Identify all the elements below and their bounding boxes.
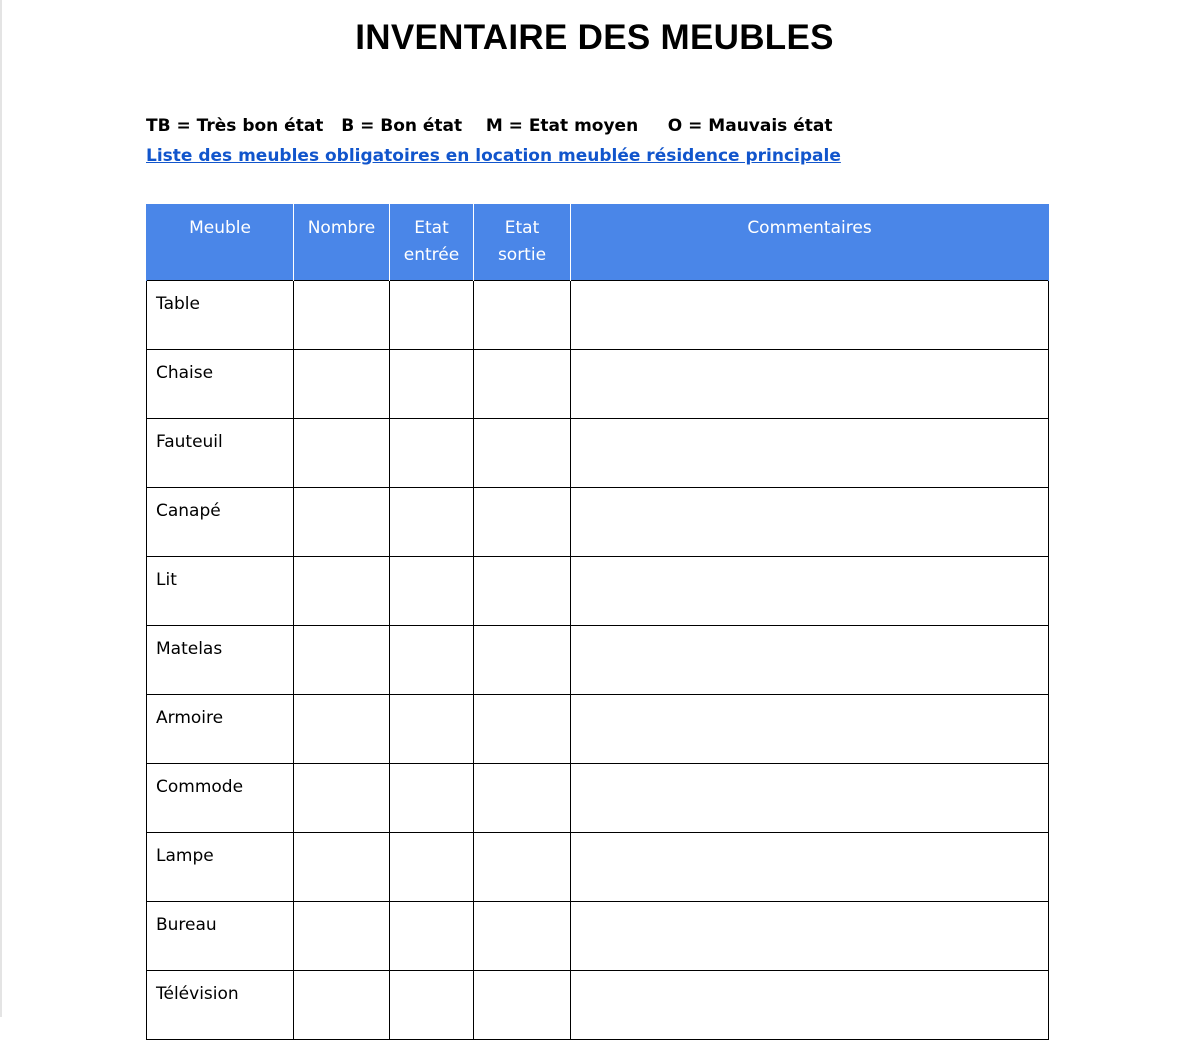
- table-row: [147, 763, 1049, 832]
- table-row: [147, 694, 1049, 763]
- furniture-inventory-table: [146, 204, 1049, 1040]
- etat-sortie-cell[interactable]: [474, 349, 571, 418]
- nombre-cell[interactable]: [294, 763, 390, 832]
- table-row: [147, 556, 1049, 625]
- etat-entree-cell[interactable]: [390, 487, 474, 556]
- furniture-name-cell: Table: [147, 280, 294, 349]
- commentaires-cell[interactable]: [571, 901, 1049, 970]
- etat-sortie-cell[interactable]: [474, 970, 571, 1039]
- column-header-nombre: Nombre: [294, 204, 390, 280]
- page-title: INVENTAIRE DES MEUBLES: [355, 18, 834, 57]
- table-header-row: [147, 204, 1049, 280]
- etat-sortie-cell[interactable]: [474, 280, 571, 349]
- furniture-name-cell: Chaise: [147, 349, 294, 418]
- commentaires-cell[interactable]: [571, 556, 1049, 625]
- etat-entree-cell[interactable]: [390, 763, 474, 832]
- etat-sortie-cell[interactable]: [474, 832, 571, 901]
- nombre-cell[interactable]: [294, 694, 390, 763]
- mandatory-furniture-link[interactable]: Liste des meubles obligatoires en location meublée résidence principale: [146, 146, 841, 166]
- etat-entree-cell[interactable]: [390, 280, 474, 349]
- commentaires-cell[interactable]: [571, 418, 1049, 487]
- table-row: [147, 487, 1049, 556]
- furniture-name-cell: Canapé: [147, 487, 294, 556]
- commentaires-cell[interactable]: [571, 832, 1049, 901]
- table-row: [147, 418, 1049, 487]
- etat-entree-cell[interactable]: [390, 349, 474, 418]
- commentaires-cell[interactable]: [571, 349, 1049, 418]
- commentaires-cell[interactable]: [571, 970, 1049, 1039]
- condition-legend: TB = Très bon état B = Bon état M = Etat moyen O = Mauvais état: [146, 116, 833, 136]
- etat-entree-cell[interactable]: [390, 694, 474, 763]
- table-row: [147, 280, 1049, 349]
- etat-entree-cell[interactable]: [390, 625, 474, 694]
- column-header-etat-sortie: Etat sortie: [474, 204, 571, 280]
- furniture-name-cell: Bureau: [147, 901, 294, 970]
- nombre-cell[interactable]: [294, 280, 390, 349]
- table-row: [147, 970, 1049, 1039]
- furniture-name-cell: Télévision: [147, 970, 294, 1039]
- commentaires-cell[interactable]: [571, 625, 1049, 694]
- etat-entree-cell[interactable]: [390, 556, 474, 625]
- nombre-cell[interactable]: [294, 901, 390, 970]
- furniture-name-cell: Lit: [147, 556, 294, 625]
- furniture-name-cell: Lampe: [147, 832, 294, 901]
- nombre-cell[interactable]: [294, 487, 390, 556]
- etat-sortie-cell[interactable]: [474, 901, 571, 970]
- nombre-cell[interactable]: [294, 349, 390, 418]
- nombre-cell[interactable]: [294, 970, 390, 1039]
- nombre-cell[interactable]: [294, 418, 390, 487]
- column-header-etat-entree: Etat entrée: [390, 204, 474, 280]
- commentaires-cell[interactable]: [571, 763, 1049, 832]
- etat-sortie-cell[interactable]: [474, 763, 571, 832]
- furniture-name-cell: Commode: [147, 763, 294, 832]
- furniture-name-cell: Armoire: [147, 694, 294, 763]
- furniture-name-cell: Matelas: [147, 625, 294, 694]
- column-header-meuble: Meuble: [147, 204, 294, 280]
- etat-sortie-cell[interactable]: [474, 556, 571, 625]
- etat-sortie-cell[interactable]: [474, 625, 571, 694]
- table-row: [147, 625, 1049, 694]
- etat-sortie-cell[interactable]: [474, 694, 571, 763]
- nombre-cell[interactable]: [294, 625, 390, 694]
- nombre-cell[interactable]: [294, 556, 390, 625]
- etat-entree-cell[interactable]: [390, 418, 474, 487]
- table-row: [147, 832, 1049, 901]
- etat-sortie-cell[interactable]: [474, 418, 571, 487]
- commentaires-cell[interactable]: [571, 694, 1049, 763]
- etat-sortie-cell[interactable]: [474, 487, 571, 556]
- commentaires-cell[interactable]: [571, 280, 1049, 349]
- table-row: [147, 349, 1049, 418]
- etat-entree-cell[interactable]: [390, 832, 474, 901]
- table-row: [147, 901, 1049, 970]
- nombre-cell[interactable]: [294, 832, 390, 901]
- furniture-name-cell: Fauteuil: [147, 418, 294, 487]
- etat-entree-cell[interactable]: [390, 970, 474, 1039]
- etat-entree-cell[interactable]: [390, 901, 474, 970]
- column-header-commentaires: Commentaires: [571, 204, 1049, 280]
- page-edge: [0, 0, 2, 1017]
- commentaires-cell[interactable]: [571, 487, 1049, 556]
